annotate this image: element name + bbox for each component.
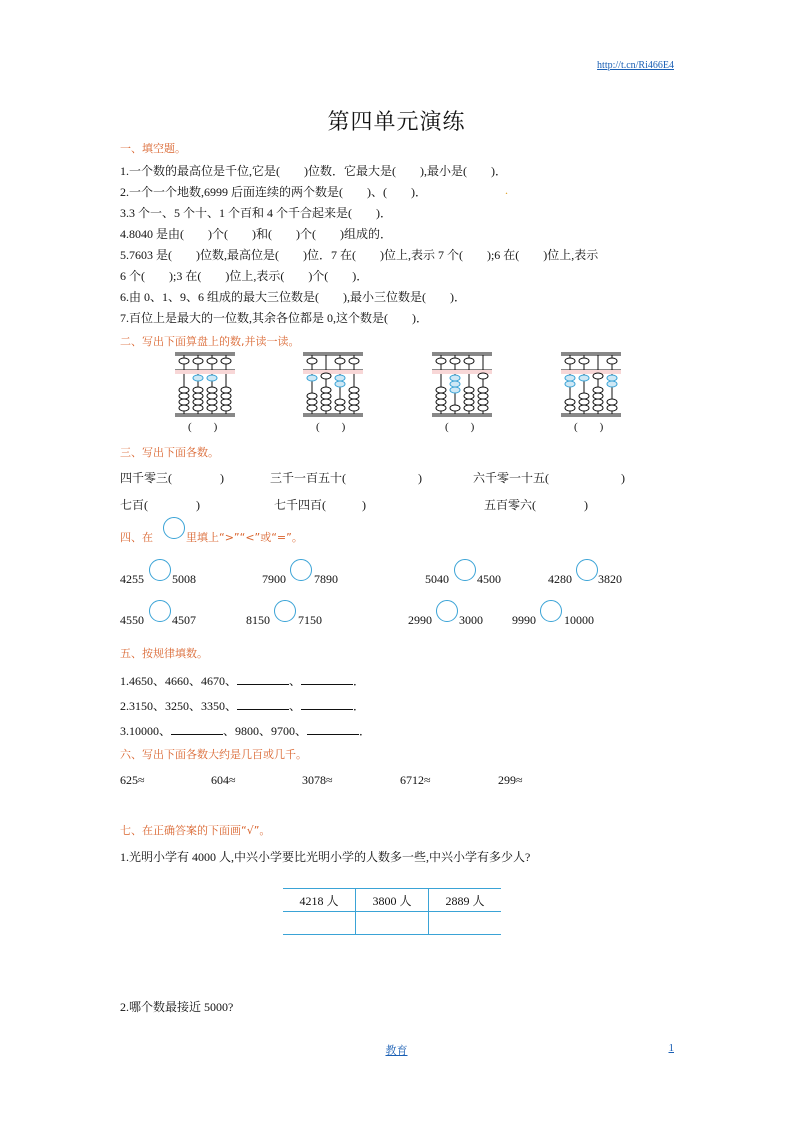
number-item: 六千零一十五( ): [473, 471, 625, 485]
compare-right: 7150: [298, 613, 322, 627]
sequence-text: 、9800、9700、: [223, 724, 308, 738]
answer-blank[interactable]: [171, 722, 223, 735]
page-title: 第四单元演练: [327, 109, 466, 134]
sequence-end: ．: [353, 699, 366, 713]
abacus-4: [556, 350, 626, 420]
compare-right: 3820: [598, 572, 622, 586]
compare-right: 4500: [477, 572, 501, 586]
sequence-line-1: [120, 672, 365, 689]
number-item: 七百( ): [120, 498, 200, 512]
answer-table: [283, 888, 501, 935]
question-1-2: 2.一个一个地数,6999 后面连续的两个数是( )、( )．: [120, 185, 427, 199]
compare-circle[interactable]: [149, 559, 171, 581]
estimate-item: 625≈: [120, 773, 145, 787]
question-7-2: 2.哪个数最接近 5000?: [120, 1000, 234, 1014]
check-cell[interactable]: [429, 912, 502, 935]
section-2-heading: 二、写出下面算盘上的数,并读一读。: [120, 335, 300, 348]
abacus-1: [170, 350, 240, 420]
sequence-end: ．: [353, 674, 366, 688]
estimate-item: 6712≈: [400, 773, 431, 787]
question-1-7: 7.百位上是最大的一位数,其余各位都是 0,这个数是( )．: [120, 311, 428, 325]
compare-right: 7890: [314, 572, 338, 586]
question-1-5b: 6 个( );3 在( )位上,表示( )个( )．: [120, 269, 369, 283]
question-1-6: 6.由 0、1、9、6 组成的最大三位数是( ),最小三位数是( )．: [120, 290, 466, 304]
compare-circle-icon: [163, 517, 185, 539]
compare-left: 8150: [246, 613, 270, 627]
abacus-2-label: ( ): [316, 421, 346, 433]
sequence-line-3: [120, 722, 371, 739]
check-cell[interactable]: [283, 912, 356, 935]
dot-mark: .: [505, 183, 508, 197]
compare-left: 7900: [262, 572, 286, 586]
compare-circle[interactable]: [436, 600, 458, 622]
number-item: 四千零三( ): [120, 471, 224, 485]
answer-blank[interactable]: [237, 672, 289, 685]
number-item: 七千四百( ): [274, 498, 366, 512]
compare-left: 4550: [120, 613, 144, 627]
abacus-1-label: ( ): [188, 421, 218, 433]
section-5-heading: 五、按规律填数。: [120, 647, 208, 660]
estimate-item: 604≈: [211, 773, 236, 787]
abacus-2: [298, 350, 368, 420]
compare-circle[interactable]: [454, 559, 476, 581]
estimate-item: 299≈: [498, 773, 523, 787]
compare-left: 4255: [120, 572, 144, 586]
sequence-text: 2.3150、3250、3350、: [120, 699, 238, 713]
option-cell: 3800 人: [356, 889, 429, 912]
answer-blank[interactable]: [237, 697, 289, 710]
sequence-sep: 、: [289, 699, 302, 713]
option-cell: 4218 人: [283, 889, 356, 912]
number-item: 五百零六( ): [484, 498, 588, 512]
section-1-heading: 一、填空题。: [120, 142, 186, 155]
number-item: 三千一百五十( ): [270, 471, 422, 485]
abacus-4-label: ( ): [574, 421, 604, 433]
question-1-5a: 5.7603 是( )位数,最高位是( )位．7 在( )位上,表示 7 个( );6 在( )位上,表示: [120, 248, 599, 262]
answer-blank[interactable]: [301, 672, 353, 685]
compare-circle[interactable]: [576, 559, 598, 581]
compare-circle[interactable]: [274, 600, 296, 622]
compare-left: 2990: [408, 613, 432, 627]
check-cell[interactable]: [356, 912, 429, 935]
abacus-3: [427, 350, 497, 420]
compare-left: 9990: [512, 613, 536, 627]
sequence-line-2: [120, 697, 365, 714]
compare-circle[interactable]: [290, 559, 312, 581]
question-1-4: 4.8040 是由( )个( )和( )个( )组成的．: [120, 227, 392, 241]
section-7-heading: 七、在正确答案的下面画“√”。: [120, 824, 271, 837]
footer-link[interactable]: 教育: [385, 1045, 408, 1057]
compare-left: 4280: [548, 572, 572, 586]
compare-circle[interactable]: [149, 600, 171, 622]
section-6-heading: 六、写出下面各数大约是几百或几千。: [120, 748, 307, 761]
compare-right: 5008: [172, 572, 196, 586]
section-4-heading-a: 四、在: [120, 531, 153, 544]
abacus-3-label: ( ): [445, 421, 475, 433]
sequence-sep: 、: [289, 674, 302, 688]
page-number: 1: [668, 1042, 674, 1054]
question-1-1: 1.一个数的最高位是千位,它是( )位数．它最大是( ),最小是( )．: [120, 164, 507, 178]
section-3-heading: 三、写出下面各数。: [120, 446, 219, 459]
compare-right: 3000: [459, 613, 483, 627]
answer-blank[interactable]: [301, 697, 353, 710]
answer-blank[interactable]: [307, 722, 359, 735]
sequence-text: 1.4650、4660、4670、: [120, 674, 238, 688]
sequence-text: 3.10000、: [120, 724, 172, 738]
header-url[interactable]: http://t.cn/Ri466E4: [597, 60, 674, 71]
compare-right: 10000: [564, 613, 594, 627]
question-1-3: 3.3 个一、5 个十、1 个百和 4 个千合起来是( )．: [120, 206, 392, 220]
estimate-item: 3078≈: [302, 773, 333, 787]
compare-left: 5040: [425, 572, 449, 586]
sequence-end: ．: [359, 724, 372, 738]
option-cell: 2889 人: [429, 889, 502, 912]
section-4-heading-b: 里填上“>”“<”或“=”。: [186, 531, 303, 544]
compare-right: 4507: [172, 613, 196, 627]
question-7-1: 1.光明小学有 4000 人,中兴小学要比光明小学的人数多一些,中兴小学有多少人?: [120, 850, 531, 864]
compare-circle[interactable]: [540, 600, 562, 622]
